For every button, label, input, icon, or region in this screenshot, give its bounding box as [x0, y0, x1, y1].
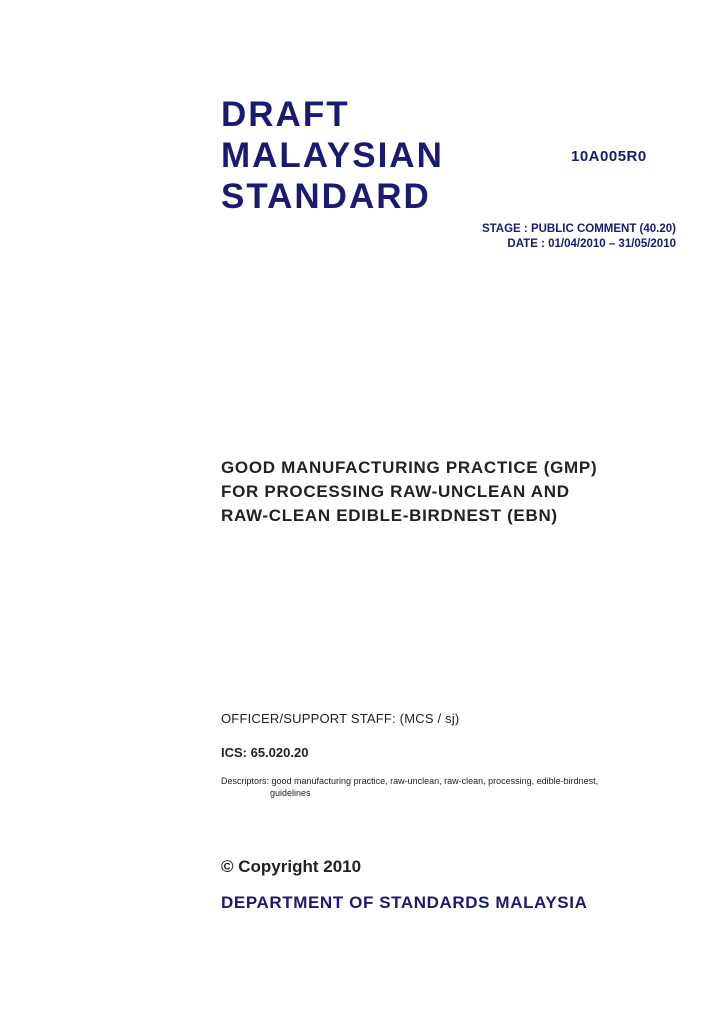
- document-code: 10A005R0: [571, 148, 647, 165]
- copyright-notice: © Copyright 2010: [221, 857, 362, 876]
- document-title-line-2: FOR PROCESSING RAW-UNCLEAN AND: [221, 482, 570, 501]
- stage-info: [482, 222, 676, 252]
- title-line-draft: DRAFT: [221, 95, 350, 134]
- stage-text: STAGE : PUBLIC COMMENT (40.20): [481, 223, 676, 235]
- document-title-line-3: RAW-CLEAN EDIBLE-BIRDNEST (EBN): [221, 506, 558, 525]
- title-line-standard: STANDARD: [221, 177, 431, 216]
- descriptors: [221, 775, 661, 799]
- document-title-line-1: GOOD MANUFACTURING PRACTICE (GMP): [221, 458, 598, 477]
- date-text: DATE : 01/04/2010 – 31/05/2010: [507, 238, 676, 250]
- document-title: [221, 456, 597, 528]
- title-line-malaysian: MALAYSIAN: [221, 136, 444, 175]
- draft-standard-title: [221, 94, 444, 217]
- officer-support-staff: OFFICER/SUPPORT STAFF: (MCS / sj): [221, 711, 460, 726]
- descriptors-line-2: guidelines: [270, 788, 311, 798]
- ics-code: ICS: 65.020.20: [221, 745, 309, 760]
- descriptors-line-1: Descriptors: good manufacturing practice, raw-unclean, raw-clean, processing, edible-birdnest,: [221, 776, 599, 786]
- department-name: DEPARTMENT OF STANDARDS MALAYSIA: [221, 893, 588, 912]
